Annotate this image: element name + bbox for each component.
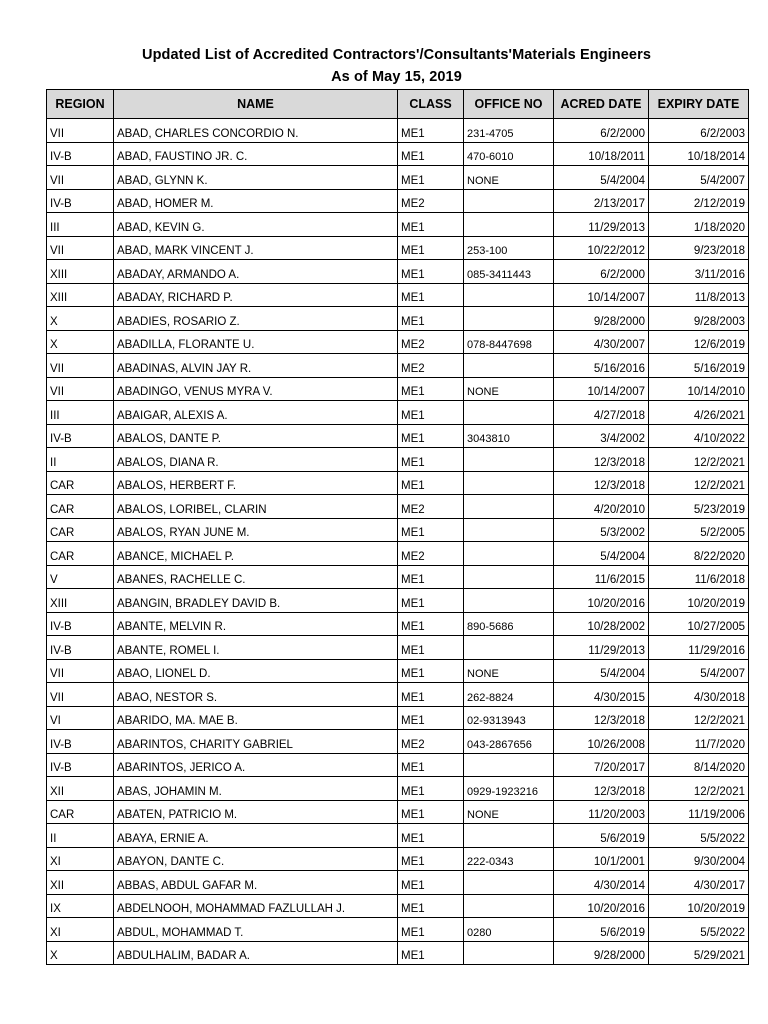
cell-expiry-date: 9/30/2004	[649, 847, 749, 871]
cell-expiry-date: 11/29/2016	[649, 636, 749, 660]
cell-class: ME1	[398, 777, 464, 801]
cell-region: X	[47, 307, 114, 331]
cell-class: ME1	[398, 941, 464, 965]
cell-class: ME1	[398, 448, 464, 472]
cell-acred-date: 10/18/2011	[554, 142, 649, 166]
table-row	[47, 495, 749, 519]
table-row	[47, 401, 749, 425]
cell-name: ABADAY, RICHARD P.	[114, 283, 398, 307]
cell-region: XI	[47, 847, 114, 871]
cell-office-no: 078-8447698	[464, 330, 554, 354]
table-row	[47, 800, 749, 824]
cell-expiry-date: 10/27/2005	[649, 612, 749, 636]
cell-acred-date: 3/4/2002	[554, 424, 649, 448]
cell-name: ABAD, FAUSTINO JR. C.	[114, 142, 398, 166]
cell-name: ABAD, KEVIN G.	[114, 213, 398, 237]
cell-name: ABARINTOS, JERICO A.	[114, 753, 398, 777]
table-row	[47, 753, 749, 777]
cell-class: ME1	[398, 307, 464, 331]
cell-class: ME1	[398, 753, 464, 777]
cell-expiry-date: 4/30/2017	[649, 871, 749, 895]
cell-acred-date: 4/30/2014	[554, 871, 649, 895]
cell-name: ABBAS, ABDUL GAFAR M.	[114, 871, 398, 895]
cell-name: ABAO, NESTOR S.	[114, 683, 398, 707]
cell-expiry-date: 5/16/2019	[649, 354, 749, 378]
cell-acred-date: 5/4/2004	[554, 166, 649, 190]
cell-office-no: 043-2867656	[464, 730, 554, 754]
cell-acred-date: 5/6/2019	[554, 824, 649, 848]
cell-office-no	[464, 213, 554, 237]
cell-acred-date: 10/22/2012	[554, 236, 649, 260]
cell-acred-date: 5/4/2004	[554, 542, 649, 566]
cell-class: ME1	[398, 119, 464, 143]
cell-office-no	[464, 283, 554, 307]
cell-region: VII	[47, 683, 114, 707]
cell-acred-date: 12/3/2018	[554, 448, 649, 472]
cell-expiry-date: 10/14/2010	[649, 377, 749, 401]
cell-office-no: 262-8824	[464, 683, 554, 707]
cell-region: CAR	[47, 542, 114, 566]
cell-acred-date: 5/4/2004	[554, 659, 649, 683]
table-row	[47, 918, 749, 942]
cell-region: II	[47, 824, 114, 848]
cell-acred-date: 11/20/2003	[554, 800, 649, 824]
cell-class: ME1	[398, 612, 464, 636]
cell-class: ME1	[398, 800, 464, 824]
cell-region: IV-B	[47, 142, 114, 166]
cell-acred-date: 6/2/2000	[554, 119, 649, 143]
cell-acred-date: 4/27/2018	[554, 401, 649, 425]
cell-office-no	[464, 753, 554, 777]
table-body	[47, 119, 749, 965]
cell-office-no: 890-5686	[464, 612, 554, 636]
cell-region: IV-B	[47, 424, 114, 448]
cell-acred-date: 10/1/2001	[554, 847, 649, 871]
cell-acred-date: 10/14/2007	[554, 283, 649, 307]
table-row	[47, 636, 749, 660]
table-row	[47, 424, 749, 448]
table-row	[47, 777, 749, 801]
cell-office-no	[464, 354, 554, 378]
cell-class: ME1	[398, 683, 464, 707]
cell-office-no	[464, 518, 554, 542]
cell-acred-date: 4/30/2015	[554, 683, 649, 707]
cell-expiry-date: 12/2/2021	[649, 777, 749, 801]
cell-region: CAR	[47, 495, 114, 519]
cell-region: IV-B	[47, 612, 114, 636]
cell-name: ABARIDO, MA. MAE B.	[114, 706, 398, 730]
table-row	[47, 589, 749, 613]
table-row	[47, 142, 749, 166]
cell-name: ABAYA, ERNIE A.	[114, 824, 398, 848]
contractors-table	[46, 89, 749, 965]
cell-expiry-date: 8/22/2020	[649, 542, 749, 566]
cell-office-no: NONE	[464, 377, 554, 401]
cell-class: ME1	[398, 636, 464, 660]
cell-office-no: 231-4705	[464, 119, 554, 143]
table-row	[47, 542, 749, 566]
cell-office-no: 085-3411443	[464, 260, 554, 284]
cell-acred-date: 10/20/2016	[554, 894, 649, 918]
cell-expiry-date: 10/20/2019	[649, 894, 749, 918]
table-row	[47, 236, 749, 260]
cell-region: V	[47, 565, 114, 589]
cell-class: ME1	[398, 565, 464, 589]
table-header-row	[47, 90, 749, 119]
cell-acred-date: 12/3/2018	[554, 471, 649, 495]
cell-name: ABANCE, MICHAEL P.	[114, 542, 398, 566]
cell-name: ABAS, JOHAMIN M.	[114, 777, 398, 801]
cell-region: CAR	[47, 800, 114, 824]
cell-class: ME2	[398, 495, 464, 519]
cell-expiry-date: 2/12/2019	[649, 189, 749, 213]
cell-name: ABADIES, ROSARIO Z.	[114, 307, 398, 331]
cell-class: ME1	[398, 847, 464, 871]
cell-expiry-date: 11/6/2018	[649, 565, 749, 589]
table-row	[47, 189, 749, 213]
cell-expiry-date: 9/23/2018	[649, 236, 749, 260]
cell-acred-date: 10/20/2016	[554, 589, 649, 613]
cell-expiry-date: 5/23/2019	[649, 495, 749, 519]
cell-class: ME1	[398, 166, 464, 190]
cell-region: VII	[47, 354, 114, 378]
table-row	[47, 307, 749, 331]
cell-class: ME1	[398, 260, 464, 284]
cell-name: ABALOS, RYAN JUNE M.	[114, 518, 398, 542]
table-row	[47, 354, 749, 378]
cell-acred-date: 5/3/2002	[554, 518, 649, 542]
cell-name: ABDELNOOH, MOHAMMAD FAZLULLAH J.	[114, 894, 398, 918]
cell-region: XIII	[47, 260, 114, 284]
cell-region: XIII	[47, 283, 114, 307]
cell-acred-date: 7/20/2017	[554, 753, 649, 777]
cell-office-no	[464, 495, 554, 519]
cell-office-no: 222-0343	[464, 847, 554, 871]
cell-expiry-date: 11/19/2006	[649, 800, 749, 824]
table-row	[47, 448, 749, 472]
cell-region: CAR	[47, 471, 114, 495]
cell-region: IV-B	[47, 189, 114, 213]
cell-class: ME2	[398, 354, 464, 378]
cell-name: ABDUL, MOHAMMAD T.	[114, 918, 398, 942]
cell-region: IV-B	[47, 753, 114, 777]
cell-class: ME1	[398, 824, 464, 848]
cell-name: ABANTE, ROMEL I.	[114, 636, 398, 660]
header-expiry-date: EXPIRY DATE	[649, 90, 749, 119]
document-date: As of May 15, 2019	[331, 69, 462, 85]
cell-class: ME1	[398, 236, 464, 260]
cell-acred-date: 9/28/2000	[554, 307, 649, 331]
cell-expiry-date: 10/20/2019	[649, 589, 749, 613]
table-row	[47, 847, 749, 871]
cell-office-no	[464, 871, 554, 895]
header-region: REGION	[47, 90, 114, 119]
table-row	[47, 565, 749, 589]
cell-office-no	[464, 941, 554, 965]
cell-acred-date: 11/29/2013	[554, 636, 649, 660]
cell-expiry-date: 12/6/2019	[649, 330, 749, 354]
cell-acred-date: 10/26/2008	[554, 730, 649, 754]
cell-name: ABADAY, ARMANDO A.	[114, 260, 398, 284]
cell-expiry-date: 5/5/2022	[649, 918, 749, 942]
cell-region: IV-B	[47, 636, 114, 660]
table-row	[47, 683, 749, 707]
header-class: CLASS	[398, 90, 464, 119]
cell-acred-date: 10/14/2007	[554, 377, 649, 401]
cell-region: XIII	[47, 589, 114, 613]
table-row	[47, 283, 749, 307]
cell-region: X	[47, 941, 114, 965]
cell-name: ABAD, MARK VINCENT J.	[114, 236, 398, 260]
table-row	[47, 941, 749, 965]
cell-class: ME1	[398, 894, 464, 918]
cell-name: ABAD, CHARLES CONCORDIO N.	[114, 119, 398, 143]
cell-expiry-date: 5/4/2007	[649, 659, 749, 683]
cell-name: ABANTE, MELVIN R.	[114, 612, 398, 636]
cell-office-no	[464, 307, 554, 331]
cell-region: VII	[47, 659, 114, 683]
table-row	[47, 730, 749, 754]
cell-region: VII	[47, 166, 114, 190]
cell-class: ME1	[398, 213, 464, 237]
cell-name: ABAYON, DANTE C.	[114, 847, 398, 871]
header-acred-date: ACRED DATE	[554, 90, 649, 119]
cell-name: ABAIGAR, ALEXIS A.	[114, 401, 398, 425]
table-row	[47, 213, 749, 237]
cell-class: ME1	[398, 471, 464, 495]
cell-expiry-date: 5/5/2022	[649, 824, 749, 848]
cell-region: III	[47, 401, 114, 425]
cell-class: ME1	[398, 377, 464, 401]
cell-acred-date: 11/6/2015	[554, 565, 649, 589]
table-row	[47, 166, 749, 190]
table-row	[47, 824, 749, 848]
table-row	[47, 330, 749, 354]
cell-acred-date: 11/29/2013	[554, 213, 649, 237]
table-row	[47, 471, 749, 495]
cell-acred-date: 9/28/2000	[554, 941, 649, 965]
cell-office-no: NONE	[464, 659, 554, 683]
header-name: NAME	[114, 90, 398, 119]
cell-office-no: 470-6010	[464, 142, 554, 166]
cell-class: ME2	[398, 189, 464, 213]
cell-expiry-date: 12/2/2021	[649, 448, 749, 472]
cell-region: VII	[47, 377, 114, 401]
cell-office-no	[464, 542, 554, 566]
cell-region: XII	[47, 871, 114, 895]
cell-expiry-date: 1/18/2020	[649, 213, 749, 237]
cell-acred-date: 12/3/2018	[554, 777, 649, 801]
cell-name: ABANES, RACHELLE C.	[114, 565, 398, 589]
cell-expiry-date: 9/28/2003	[649, 307, 749, 331]
cell-name: ABALOS, DANTE P.	[114, 424, 398, 448]
cell-office-no	[464, 824, 554, 848]
header-office-no: OFFICE NO	[464, 90, 554, 119]
table-row	[47, 260, 749, 284]
cell-expiry-date: 4/10/2022	[649, 424, 749, 448]
cell-name: ABAD, HOMER M.	[114, 189, 398, 213]
cell-office-no: 0929-1923216	[464, 777, 554, 801]
cell-name: ABADINGO, VENUS MYRA V.	[114, 377, 398, 401]
cell-expiry-date: 6/2/2003	[649, 119, 749, 143]
cell-name: ABAO, LIONEL D.	[114, 659, 398, 683]
cell-class: ME1	[398, 401, 464, 425]
cell-acred-date: 4/30/2007	[554, 330, 649, 354]
cell-expiry-date: 5/4/2007	[649, 166, 749, 190]
table-row	[47, 706, 749, 730]
cell-office-no	[464, 189, 554, 213]
cell-name: ABALOS, LORIBEL, CLARIN	[114, 495, 398, 519]
cell-region: VII	[47, 236, 114, 260]
cell-class: ME1	[398, 871, 464, 895]
cell-region: II	[47, 448, 114, 472]
cell-expiry-date: 4/26/2021	[649, 401, 749, 425]
table-row	[47, 871, 749, 895]
cell-name: ABATEN, PATRICIO M.	[114, 800, 398, 824]
cell-expiry-date: 11/7/2020	[649, 730, 749, 754]
cell-class: ME1	[398, 706, 464, 730]
cell-class: ME1	[398, 518, 464, 542]
cell-expiry-date: 3/11/2016	[649, 260, 749, 284]
cell-office-no: 0280	[464, 918, 554, 942]
cell-expiry-date: 8/14/2020	[649, 753, 749, 777]
cell-acred-date: 5/6/2019	[554, 918, 649, 942]
table-row	[47, 119, 749, 143]
cell-name: ABANGIN, BRADLEY DAVID B.	[114, 589, 398, 613]
cell-office-no: NONE	[464, 166, 554, 190]
cell-region: VI	[47, 706, 114, 730]
cell-class: ME1	[398, 918, 464, 942]
cell-name: ABAD, GLYNN K.	[114, 166, 398, 190]
cell-name: ABARINTOS, CHARITY GABRIEL	[114, 730, 398, 754]
cell-expiry-date: 12/2/2021	[649, 706, 749, 730]
cell-class: ME1	[398, 142, 464, 166]
cell-name: ABALOS, DIANA R.	[114, 448, 398, 472]
cell-region: XII	[47, 777, 114, 801]
cell-class: ME1	[398, 424, 464, 448]
cell-office-no: 3043810	[464, 424, 554, 448]
cell-office-no	[464, 894, 554, 918]
cell-name: ABADILLA, FLORANTE U.	[114, 330, 398, 354]
cell-class: ME1	[398, 283, 464, 307]
table-row	[47, 894, 749, 918]
cell-acred-date: 6/2/2000	[554, 260, 649, 284]
cell-office-no	[464, 448, 554, 472]
cell-office-no: 253-100	[464, 236, 554, 260]
cell-class: ME1	[398, 659, 464, 683]
cell-region: VII	[47, 119, 114, 143]
cell-office-no: 02-9313943	[464, 706, 554, 730]
cell-name: ABALOS, HERBERT F.	[114, 471, 398, 495]
cell-acred-date: 10/28/2002	[554, 612, 649, 636]
cell-office-no	[464, 401, 554, 425]
cell-name: ABADINAS, ALVIN JAY R.	[114, 354, 398, 378]
cell-expiry-date: 11/8/2013	[649, 283, 749, 307]
cell-office-no: NONE	[464, 800, 554, 824]
cell-expiry-date: 5/29/2021	[649, 941, 749, 965]
cell-acred-date: 4/20/2010	[554, 495, 649, 519]
cell-class: ME2	[398, 330, 464, 354]
table-row	[47, 612, 749, 636]
cell-acred-date: 2/13/2017	[554, 189, 649, 213]
cell-region: X	[47, 330, 114, 354]
cell-office-no	[464, 636, 554, 660]
cell-expiry-date: 5/2/2005	[649, 518, 749, 542]
cell-region: IX	[47, 894, 114, 918]
table-row	[47, 518, 749, 542]
cell-class: ME2	[398, 542, 464, 566]
cell-acred-date: 5/16/2016	[554, 354, 649, 378]
cell-expiry-date: 12/2/2021	[649, 471, 749, 495]
cell-region: XI	[47, 918, 114, 942]
cell-region: CAR	[47, 518, 114, 542]
cell-expiry-date: 4/30/2018	[649, 683, 749, 707]
cell-name: ABDULHALIM, BADAR A.	[114, 941, 398, 965]
cell-expiry-date: 10/18/2014	[649, 142, 749, 166]
cell-office-no	[464, 565, 554, 589]
cell-office-no	[464, 471, 554, 495]
cell-acred-date: 12/3/2018	[554, 706, 649, 730]
document-title: Updated List of Accredited Contractors'/Consultants'Materials Engineers	[142, 47, 651, 63]
cell-office-no	[464, 589, 554, 613]
cell-class: ME1	[398, 589, 464, 613]
cell-region: IV-B	[47, 730, 114, 754]
table-row	[47, 659, 749, 683]
cell-class: ME2	[398, 730, 464, 754]
table-row	[47, 377, 749, 401]
cell-region: III	[47, 213, 114, 237]
